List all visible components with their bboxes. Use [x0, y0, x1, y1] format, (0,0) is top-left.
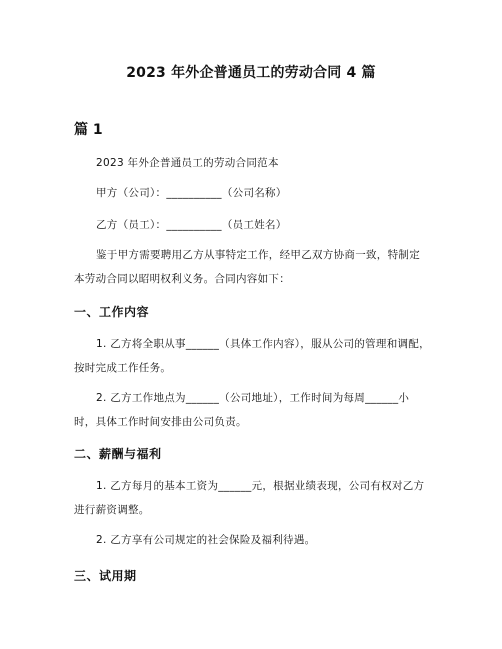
salary-clause-2: 2. 乙方享有公司规定的社会保险及福利待遇。	[96, 534, 316, 546]
preamble-paragraph: 鉴于甲方需要聘用乙方从事特定工作，经甲乙双方协商一致，特制定本劳动合同以昭明权利义务。合同内容如下：	[74, 249, 420, 285]
contract-subtitle: 2023 年外企普通员工的劳动合同范本	[96, 157, 279, 169]
section-heading-probation: 三、试用期	[74, 569, 137, 583]
party-b-line: 乙方（员工）：__________（员工姓名）	[96, 219, 287, 231]
work-clause-1: 1. 乙方将全职从事______（具体工作内容），服从公司的管理和调配，按时完成工作任务。	[74, 338, 430, 374]
document-title: 2023 年外企普通员工的劳动合同 4 篇	[126, 65, 376, 81]
part-heading: 篇 1	[74, 122, 103, 138]
work-clause-2: 2. 乙方工作地点为______（公司地址），工作时间为每周______小时，具体工作时间安排由公司负责。	[74, 392, 410, 428]
section-heading-salary: 二、薪酬与福利	[74, 447, 162, 461]
salary-clause-1: 1. 乙方每月的基本工资为______元，根据业绩表现，公司有权对乙方进行薪资调整。	[74, 480, 425, 516]
party-a-line: 甲方（公司）：__________（公司名称）	[96, 187, 287, 199]
section-heading-work: 一、工作内容	[74, 305, 150, 319]
